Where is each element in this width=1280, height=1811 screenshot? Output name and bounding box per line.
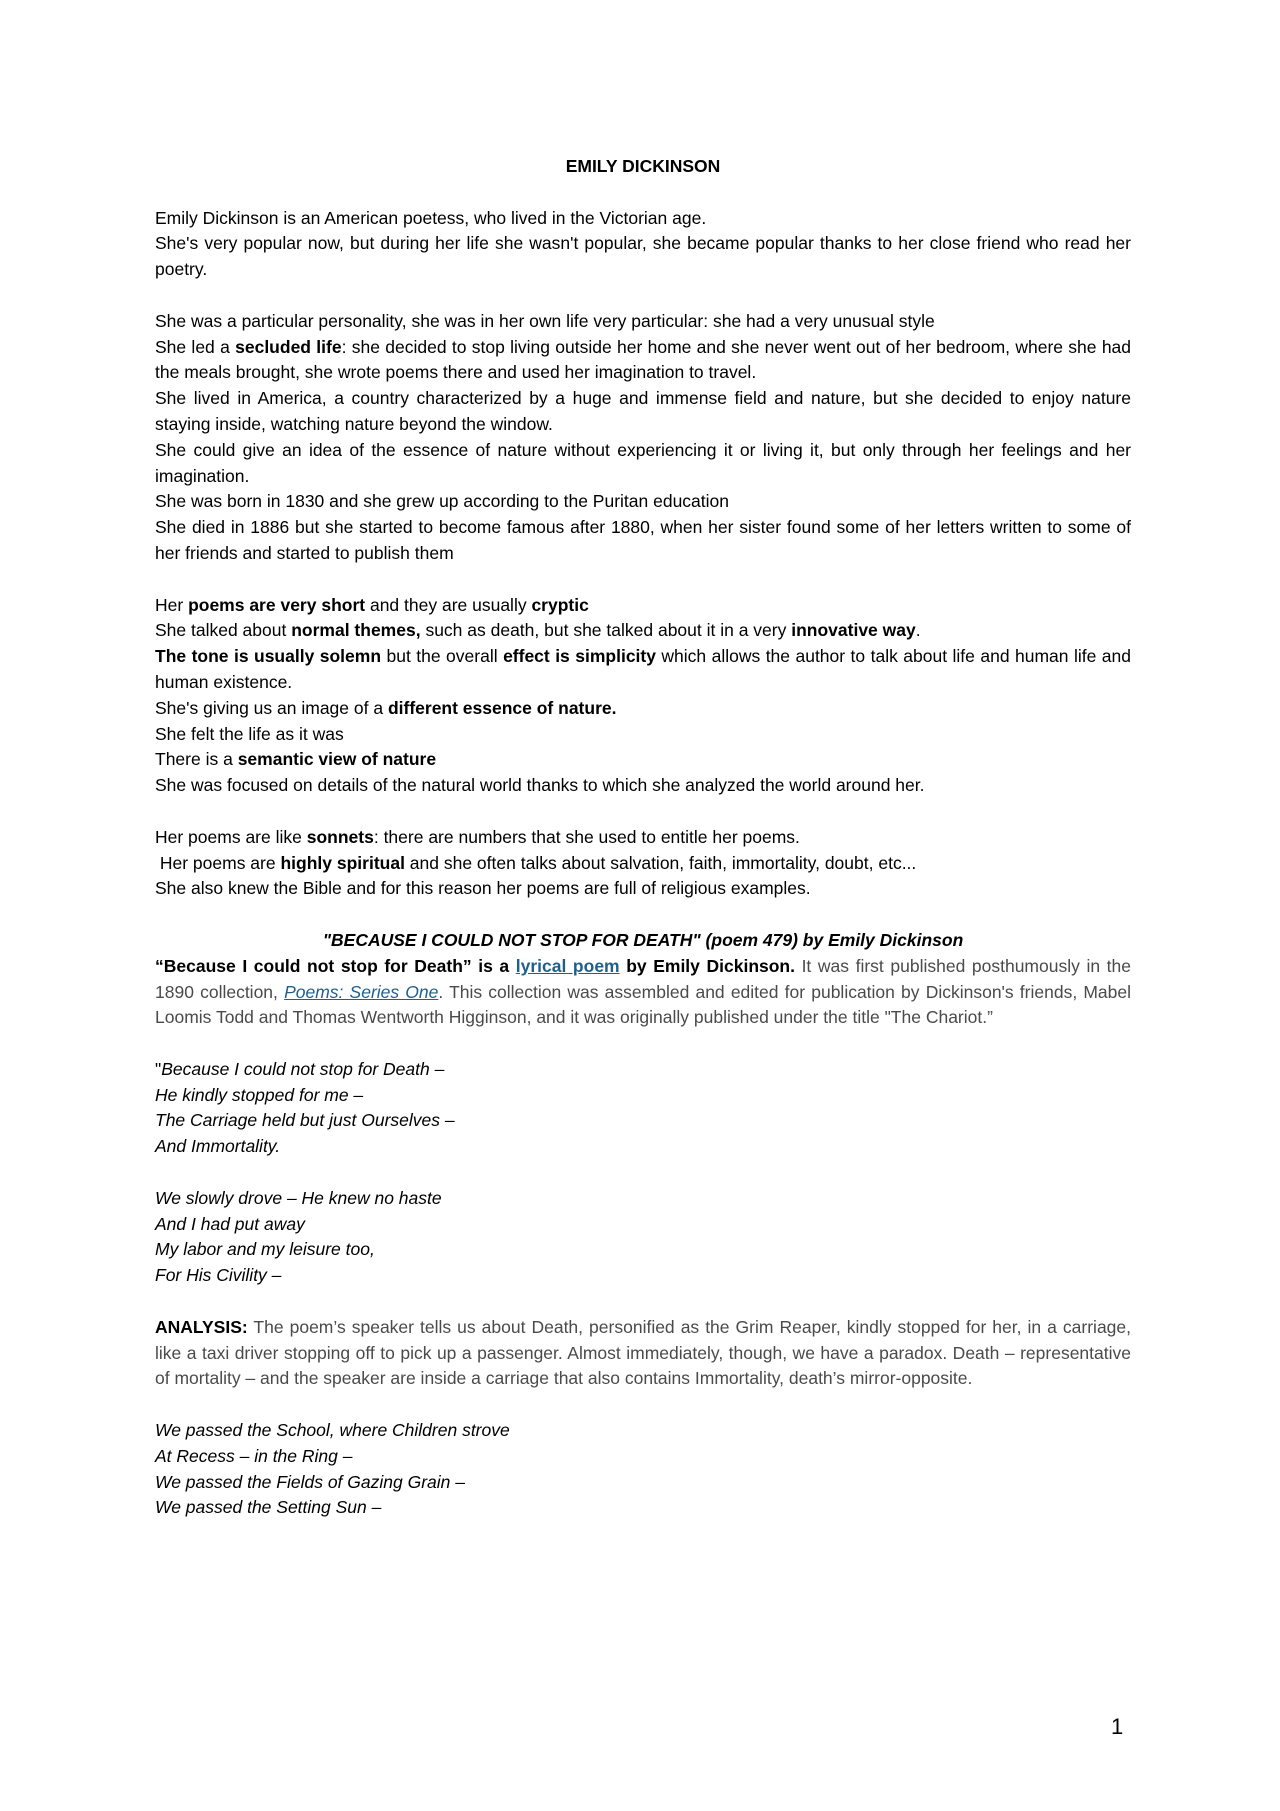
page-number: 1 xyxy=(1111,1714,1124,1739)
stanza-1-line-3: The Carriage held but just Ourselves – xyxy=(155,1110,455,1131)
sonnets-line-1: Her poems are like sonnets: there are numbers that she used to entitle her poems. xyxy=(155,826,800,847)
life-paragraph-6: She died in 1886 but she started to become famous after 1880, when her sister found some of her letters written to some of her friends and started to publish them xyxy=(155,517,1131,563)
life-paragraph-2: She led a secluded life: she decided to stop living outside her home and she never went out of her bedroom, where she had the meals brought, she wrote poems there and used her imagination to travel. xyxy=(155,336,1132,383)
style-line-4: She's giving us an image of a different essence of nature. xyxy=(155,697,617,718)
stanza-1-line-1: "Because I could not stop for Death – xyxy=(155,1058,445,1079)
stanza-3-line-4: We passed the Setting Sun – xyxy=(155,1497,382,1518)
life-paragraph-3: She lived in America, a country characterized by a huge and immense field and nature, but she decided to enjoy nature staying inside, watching nature beyond the window. xyxy=(155,388,1131,434)
stanza-2-line-2: And I had put away xyxy=(155,1213,305,1234)
life-paragraph-1: She was a particular personality, she was in her own life very particular: she had a very unusual style xyxy=(155,310,935,331)
spacer xyxy=(155,1160,1131,1186)
spacer xyxy=(155,1289,1131,1315)
stanza-2-line-3: My labor and my leisure too, xyxy=(155,1239,375,1260)
intro-line-2: She's very popular now, but during her life she wasn't popular, she became popular thanks to her close friend who read her poetry. xyxy=(155,233,1131,280)
sonnets-line-2: Her poems are highly spiritual and she often talks about salvation, faith, immortality, doubt, etc... xyxy=(155,852,917,873)
document-title: EMILY DICKINSON xyxy=(565,156,721,176)
document-body xyxy=(155,154,1131,1521)
style-line-6: There is a semantic view of nature xyxy=(155,749,437,770)
poems-series-one-link[interactable]: Poems: Series One xyxy=(284,981,439,1002)
style-line-7: She was focused on details of the natural world thanks to which she analyzed the world around her. xyxy=(155,775,925,796)
spacer xyxy=(155,902,1131,928)
spacer xyxy=(155,180,1131,206)
stanza-1-line-2: He kindly stopped for me – xyxy=(155,1084,364,1105)
spacer xyxy=(155,283,1131,309)
lyrical-poem-link[interactable]: lyrical poem xyxy=(515,955,620,976)
poem-heading: "BECAUSE I COULD NOT STOP FOR DEATH" (poem 479) by Emily Dickinson xyxy=(322,929,964,950)
spacer xyxy=(155,1392,1131,1418)
style-line-3: The tone is usually solemn but the overall effect is simplicity which allows the author to talk about life and human life and human existence. xyxy=(155,646,1131,692)
spacer xyxy=(155,567,1131,593)
stanza-2-line-1: We slowly drove – He knew no haste xyxy=(155,1187,442,1208)
stanza-3-line-1: We passed the School, where Children strove xyxy=(155,1420,510,1441)
poem-intro: “Because I could not stop for Death” is a lyrical poem by Emily Dickinson. It was first published posthumously in the 1890 collection, Poems: Series One. This collection was assembled and edited for publication by Dickinson's friends, Mabel Loomis Todd and Thomas Wentworth Higginson, and it was originally published under the title "The Chariot.” xyxy=(155,955,1131,1028)
intro-line-1: Emily Dickinson is an American poetess, who lived in the Victorian age. xyxy=(155,207,707,228)
style-line-5: She felt the life as it was xyxy=(155,723,344,744)
stanza-1-line-4: And Immortality. xyxy=(155,1136,281,1157)
life-paragraph-5: She was born in 1830 and she grew up according to the Puritan education xyxy=(155,491,729,512)
stanza-3-line-3: We passed the Fields of Gazing Grain – xyxy=(155,1471,465,1492)
spacer xyxy=(155,1031,1131,1057)
stanza-2-line-4: For His Civility – xyxy=(155,1265,282,1286)
stanza-3-line-2: At Recess – in the Ring – xyxy=(155,1445,353,1466)
style-line-1: Her poems are very short and they are usually cryptic xyxy=(155,594,589,615)
analysis-paragraph: ANALYSIS: The poem’s speaker tells us about Death, personified as the Grim Reaper, kindly stopped for her, in a carriage, like a taxi driver stopping off to pick up a passenger. Almost immediately, though, we have a paradox. Death – representative of mortality – and the speaker are inside a carriage that also contains Immortality, death’s mirror-opposite. xyxy=(155,1316,1131,1389)
sonnets-line-3: She also knew the Bible and for this reason her poems are full of religious examples. xyxy=(155,878,811,899)
analysis-label: ANALYSIS: xyxy=(155,1316,248,1337)
spacer xyxy=(155,799,1131,825)
life-paragraph-4: She could give an idea of the essence of nature without experiencing it or living it, but only through her feelings and her imagination. xyxy=(155,439,1131,486)
style-line-2: She talked about normal themes, such as death, but she talked about it in a very innovative way. xyxy=(155,620,921,641)
